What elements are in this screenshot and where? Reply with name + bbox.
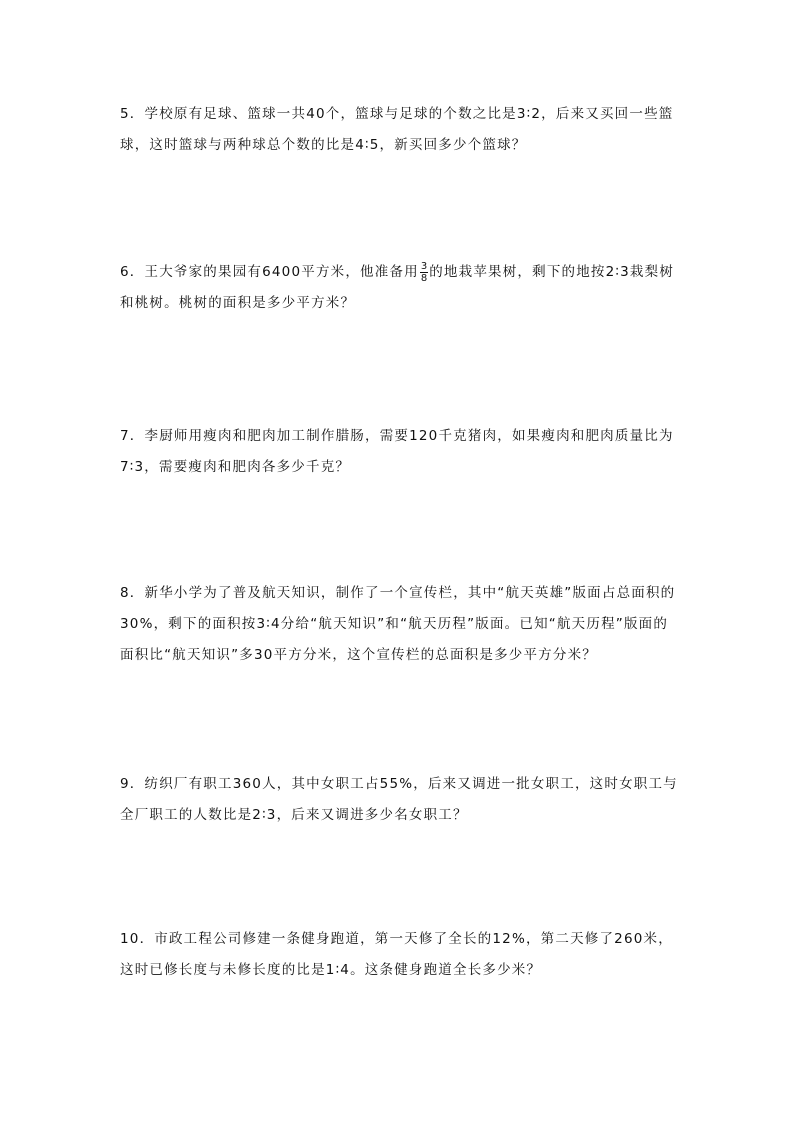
question-6 (120, 257, 680, 319)
question-number: 9． (120, 776, 145, 792)
question-8 (120, 578, 680, 671)
question-number: 5． (120, 106, 145, 122)
question-9 (120, 769, 680, 831)
question-text-after-fraction: 的地栽苹果树，剩下的地按2∶3栽梨树和桃树。桃树的面积是多少平方米？ (120, 264, 675, 311)
question-number: 8． (120, 585, 145, 601)
question-10 (120, 924, 680, 986)
question-text: 李厨师用瘦肉和肥肉加工制作腊肠，需要120千克猪肉，如果瘦肉和肥肉质量比为7∶3，需要瘦肉和肥肉各多少千克？ (120, 428, 674, 475)
question-text: 市政工程公司修建一条健身跑道，第一天修了全长的12%，第二天修了260米，这时已修长度与未修长度的比是1∶4。这条健身跑道全长多少米？ (120, 931, 673, 978)
question-number: 10． (120, 931, 155, 947)
question-text: 学校原有足球、篮球一共40个，篮球与足球的个数之比是3∶2，后来又买回一些篮球，这时篮球与两种球总个数的比是4∶5，新买回多少个篮球？ (120, 106, 674, 153)
question-text-before-fraction: 王大爷家的果园有6400平方米，他准备用 (144, 264, 419, 280)
fraction-numerator: 3 (420, 260, 428, 272)
question-number: 7． (120, 428, 145, 444)
question-text: 纺织厂有职工360人，其中女职工占55%，后来又调进一批女职工，这时女职工与全厂职工的人数比是2∶3，后来又调进多少名女职工？ (120, 776, 678, 823)
question-7 (120, 421, 680, 483)
fraction-denominator: 8 (420, 272, 428, 284)
question-number: 6． (120, 264, 145, 280)
fraction-three-eighths (420, 261, 428, 284)
question-5 (120, 99, 680, 161)
question-text: 新华小学为了普及航天知识，制作了一个宣传栏，其中“航天英雄”版面占总面积的30%，剩下的面积按3∶4分给“航天知识”和“航天历程”版面。已知“航天历程”版面的面积比“航天知识”多30平方分米，这个宣传栏的总面积是多少平方分米？ (120, 585, 676, 663)
